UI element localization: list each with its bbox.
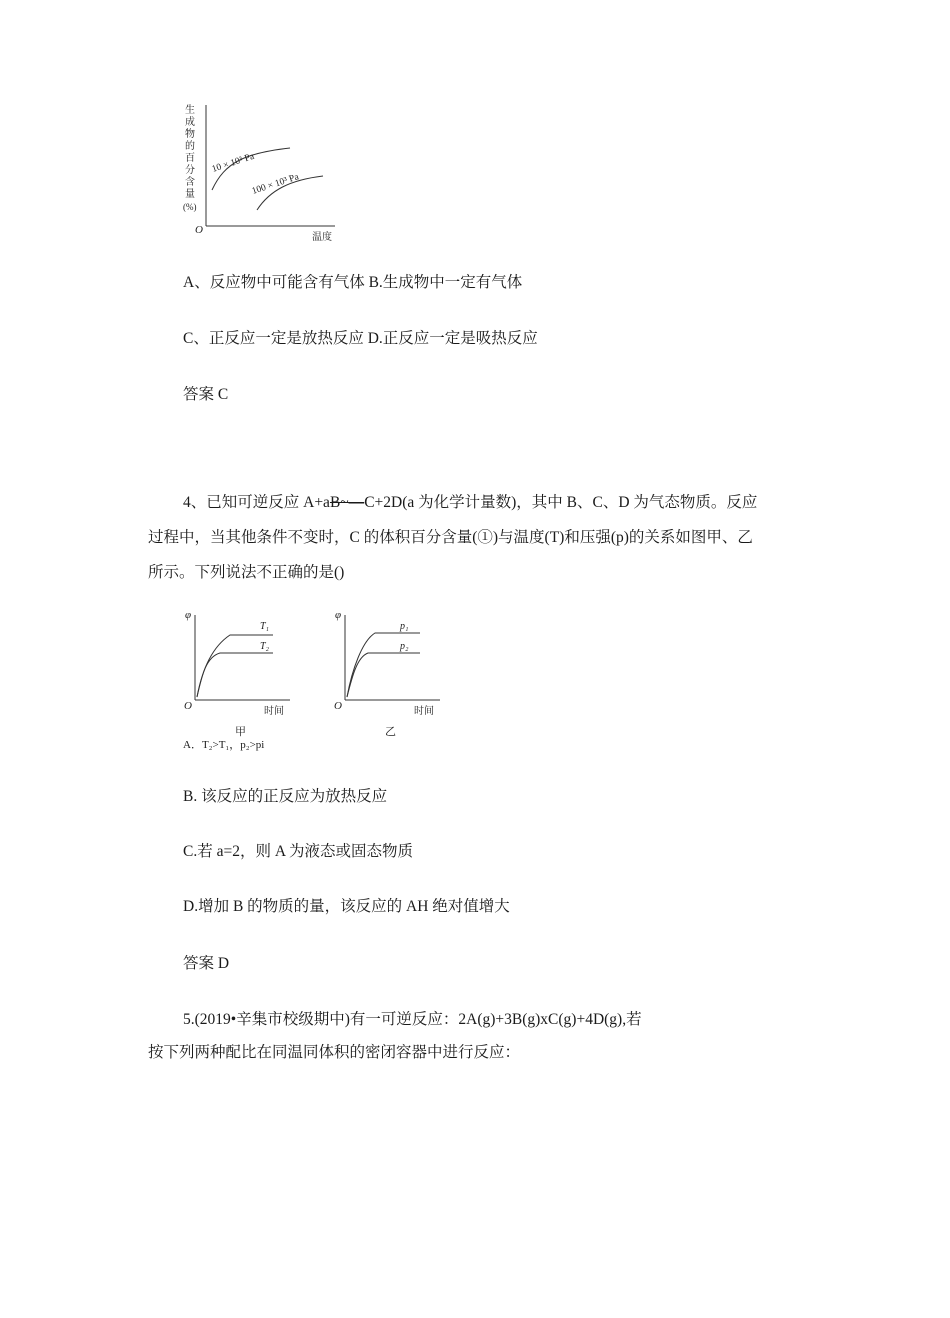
q3-ylabel-char: 成 [185, 117, 195, 128]
q4-stem-part-b: C+2D(a 为化学计量数)，其中 B、C、D 为气态物质。反应 [364, 494, 758, 511]
q3-ylabel-char: 百 [185, 153, 195, 164]
q4-yi-curve-p2 [347, 653, 420, 697]
q3-ylabel-char: 的 [185, 141, 195, 152]
q3-ylabel-char: 物 [185, 129, 195, 140]
q3-ylabel-char: 含 [185, 177, 195, 188]
q3-x-label: 温度 [312, 232, 332, 243]
q3-ylabel-char: 量 [185, 189, 195, 200]
q4-option-b: B. 该反应的正反应为放热反应 [183, 788, 388, 805]
q4-yi-x-label: 时间 [414, 706, 434, 717]
q4-stem-line2: 过程中，当其他条件不变时，C 的体积百分含量(①)与温度(T)和压强(p)的关系如图甲、乙 [148, 529, 753, 546]
q4-jia-label-t2: T₂ [260, 641, 270, 652]
q4-jia-y-label: φ [185, 609, 192, 621]
q4-figure-jia [180, 605, 310, 740]
q4-option-c: C.若 a=2，则 A 为液态或固态物质 [183, 843, 414, 860]
q4-stem-line1 [183, 493, 757, 513]
q4-yi-label-p1: p₁ [400, 621, 409, 632]
q4-yi-origin: O [334, 700, 342, 712]
q4-stem-part-a: 4、已知可逆反应 A+a [183, 494, 330, 511]
q4-stem-struck: B~— [329, 494, 365, 511]
q4-yi-label-p2: p₂ [400, 641, 409, 652]
q4-jia-label-t1: T₁ [260, 621, 270, 632]
q3-curve2-label: 100 × 10³ Pa [250, 172, 301, 197]
q3-ylabel-char: 分 [185, 165, 195, 176]
q3-option-ab: A、反应物中可能含有气体 B.生成物中一定有气体 [183, 274, 523, 291]
q4-jia-curve-t2 [197, 653, 273, 697]
q5-stem-line1: 5.(2019•辛集市校级期中)有一可逆反应：2A(g)+3B(g)xC(g)+4D(g),若 [183, 1011, 642, 1028]
q4-option-a: A．T₂>T₁，p₂>pi [183, 739, 265, 751]
q5-stem-line2: 按下列两种配比在同温同体积的密闭容器中进行反应： [148, 1044, 521, 1061]
q4-jia-origin: O [184, 700, 192, 712]
q3-ylabel-char: 生 [185, 105, 195, 116]
q3-origin: O [195, 224, 203, 236]
q4-yi-caption: 乙 [385, 726, 396, 738]
q4-yi-curve-p1 [347, 633, 420, 697]
q3-answer: 答案 C [183, 386, 229, 403]
q4-option-d: D.增加 B 的物质的量，该反应的 AH 绝对值增大 [183, 898, 510, 915]
q3-ylabel-char: (%) [183, 202, 197, 212]
q3-figure [175, 100, 345, 245]
q4-answer: 答案 D [183, 955, 230, 972]
q3-option-cd: C、正反应一定是放热反应 D.正反应一定是吸热反应 [183, 330, 538, 347]
q3-y-axis-label [183, 103, 197, 212]
q4-yi-y-label: φ [335, 609, 342, 621]
q3-curve1-label: 10 × 10³ Pa [210, 151, 256, 175]
q4-figure-yi [330, 605, 460, 740]
q4-jia-x-label: 时间 [264, 706, 284, 717]
q4-stem-line3: 所示。下列说法不正确的是() [148, 564, 345, 581]
q4-jia-caption: 甲 [235, 726, 246, 738]
